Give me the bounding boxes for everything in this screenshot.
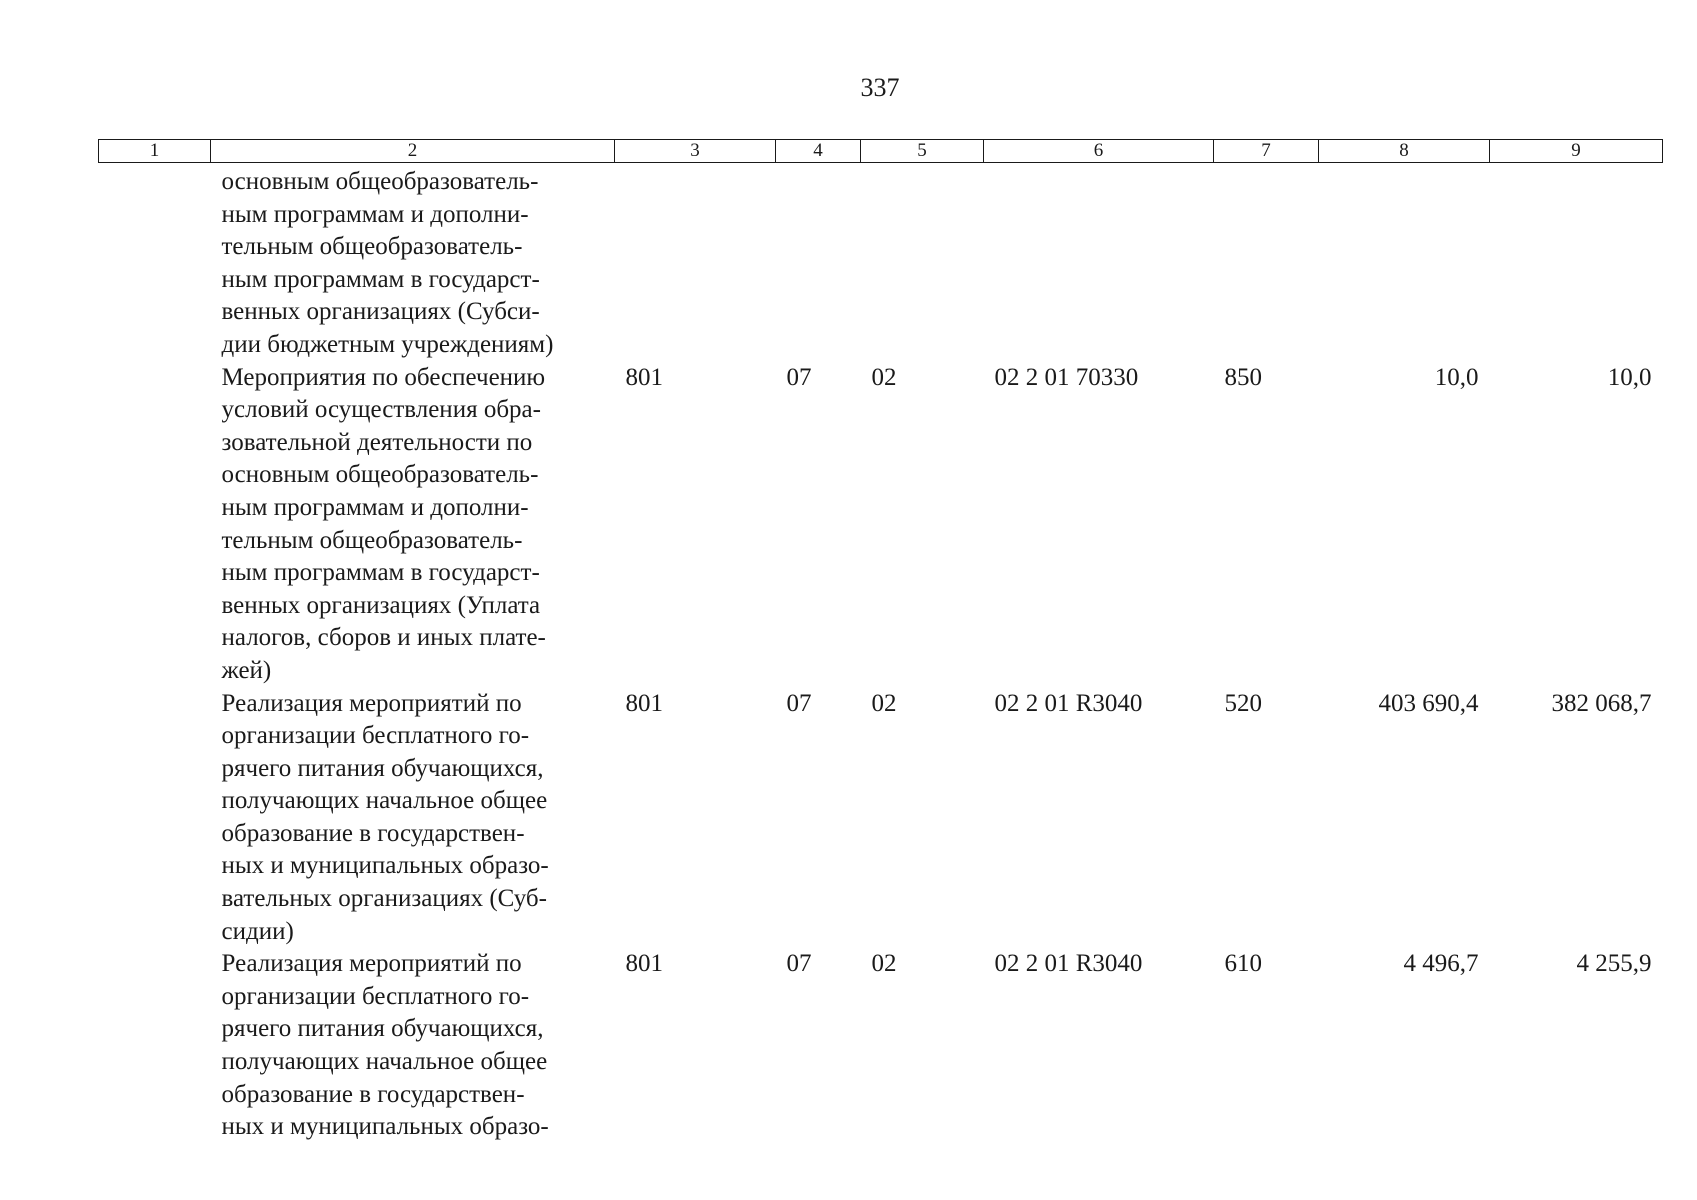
column-header-9: 9 [1490,140,1663,163]
target-article-cell: 02 2 01 70330 [994,363,1139,391]
column-header-3: 3 [615,140,776,163]
budget-table [98,139,1663,1144]
sum-col9-cell: 10,0 [1607,363,1652,391]
expense-type-cell: 850 [1224,363,1262,391]
grbs-code-cell: 801 [625,363,663,391]
row-number-cell [99,163,211,362]
target-article-cell: 02 2 01 R3040 [994,689,1143,717]
page-number: 337 [860,73,900,102]
row-number-cell [99,688,211,949]
column-number-header-row [99,140,1663,163]
sum-col9-cell: 4 255,9 [1576,950,1652,978]
column-header-1: 1 [99,140,211,163]
target-article-cell: 02 2 01 R3040 [994,950,1143,978]
grbs-code-cell: 801 [625,950,663,978]
table-row [99,163,1663,362]
subsection-code-cell [861,163,984,362]
column-header-6: 6 [984,140,1214,163]
row-number-cell [99,948,211,1144]
column-header-4: 4 [776,140,861,163]
section-code-cell [776,163,861,362]
sum-col8-cell [1319,163,1490,362]
item-name-cell: Реализация мероприятий по организации бесплатного го- рячего питания обучающихся, получающих начальное общее образование в государствен- ных и муниципальных образо- вательных организациях (Суб- сидии) [221,689,549,945]
row-number-cell [99,362,211,688]
subsection-code-cell: 02 [871,689,897,717]
subsection-code-cell: 02 [871,950,897,978]
table-row [99,688,1663,949]
section-code-cell: 07 [786,950,812,978]
section-code-cell: 07 [786,689,812,717]
table-row [99,948,1663,1144]
item-name-cell: Реализация мероприятий по организации бесплатного го- рячего питания обучающихся, получающих начальное общее образование в государствен- ных и муниципальных образо- [221,950,549,1141]
sum-col8-cell: 4 496,7 [1403,950,1479,978]
column-header-2: 2 [211,140,615,163]
target-article-cell [984,163,1214,362]
subsection-code-cell: 02 [871,363,897,391]
sum-col8-cell: 403 690,4 [1378,689,1479,717]
sum-col9-cell [1490,163,1663,362]
expense-type-cell [1214,163,1319,362]
table-row [99,362,1663,688]
sum-col8-cell: 10,0 [1434,363,1479,391]
expense-type-cell: 520 [1224,689,1262,717]
column-header-7: 7 [1214,140,1319,163]
grbs-code-cell: 801 [625,689,663,717]
column-header-8: 8 [1319,140,1490,163]
expense-type-cell: 610 [1224,950,1262,978]
grbs-code-cell [615,163,776,362]
item-name-cell: основным общеобразователь- ным программам и дополни- тельным общеобразователь- ным программам в государст- венных организациях (Субси- дии бюджетным учреждениям) [221,168,554,358]
item-name-cell: Мероприятия по обеспечению условий осуществления обра- зовательной деятельности по основным общеобразователь- ным программам и дополни- тельным общеобразователь- ным программам в государст- венных организациях (Уплата налогов, сборов и иных плате- жей) [221,363,546,684]
column-header-5: 5 [861,140,984,163]
sum-col9-cell: 382 068,7 [1551,689,1652,717]
section-code-cell: 07 [786,363,812,391]
